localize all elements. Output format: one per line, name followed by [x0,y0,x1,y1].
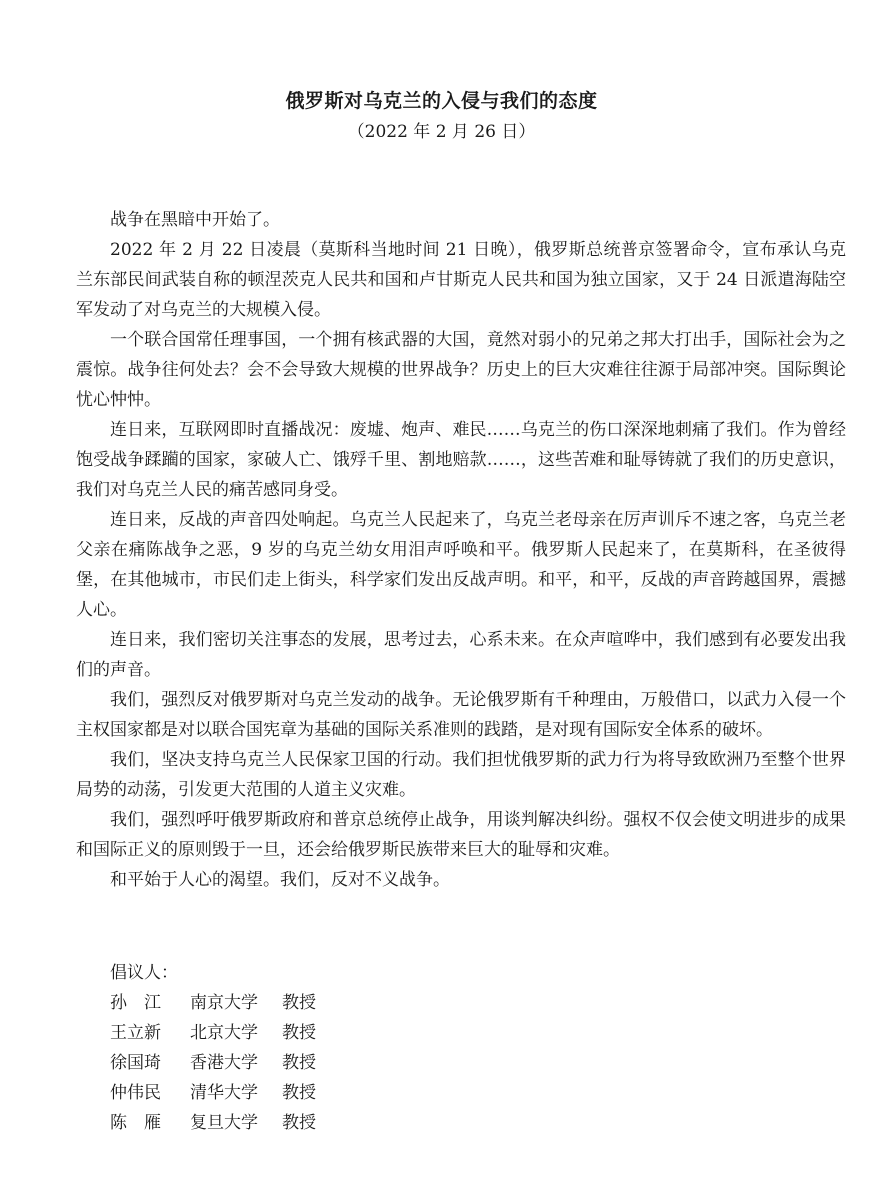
paragraph: 2022 年 2 月 22 日凌晨（莫斯科当地时间 21 日晚），俄罗斯总统普京签署命令，宣布承认乌克兰东部民间武装自称的顿涅茨克人民共和国和卢甘斯克人民共和国为独立国家，又于 24 日派遣海陆空军发动了对乌克兰的大规模入侵。 [76,240,846,320]
paragraph: 和平始于人心的渴望。我们，反对不义战争。 [110,870,450,890]
paragraph: 战争在黑暗中开始了。 [110,210,280,230]
signer-row [110,988,316,1018]
paragraph: 我们，强烈呼吁俄罗斯政府和普京总统停止战争，用谈判解决纠纷。强权不仅会使文明进步的成果和国际正义的原则毁于一旦，还会给俄罗斯民族带来巨大的耻辱和灾难。 [76,810,846,860]
signer-row [110,1108,316,1138]
signer-name: 仲伟民 [110,1083,161,1103]
signer-title: 教授 [282,993,316,1013]
document-body [76,205,846,895]
paragraph: 我们，强烈反对俄罗斯对乌克兰发动的战争。无论俄罗斯有千种理由，万般借口，以武力入侵一个主权国家都是对以联合国宪章为基础的国际关系准则的践踏，是对现有国际安全体系的破坏。 [76,690,846,740]
signer-name: 王立新 [110,1023,161,1043]
signer-university: 南京大学 [190,993,258,1013]
paragraph: 一个联合国常任理事国，一个拥有核武器的大国，竟然对弱小的兄弟之邦大打出手，国际社会为之震惊。战争往何处去？会不会导致大规模的世界战争？历史上的巨大灾难往往源于局部冲突。国际舆论忧心忡忡。 [76,330,846,410]
signers-label: 倡议人： [110,963,178,983]
signer-name: 孙 江 [110,993,161,1013]
signer-university: 香港大学 [190,1053,258,1073]
signer-name: 陈 雁 [110,1113,161,1133]
signer-title: 教授 [282,1053,316,1073]
signer-title: 教授 [282,1113,316,1133]
signer-row [110,1078,316,1108]
signers-list [110,958,316,1138]
paragraph: 连日来，反战的声音四处响起。乌克兰人民起来了，乌克兰老母亲在厉声训斥不速之客，乌克兰老父亲在痛陈战争之恶，9 岁的乌克兰幼女用泪声呼唤和平。俄罗斯人民起来了，在莫斯科，在圣彼得堡，在其他城市，市民们走上街头，科学家们发出反战声明。和平，和平，反战的声音跨越国界，震撼人心。 [76,510,846,620]
paragraph: 连日来，互联网即时直播战况：废墟、炮声、难民……乌克兰的伤口深深地刺痛了我们。作为曾经饱受战争蹂躏的国家，家破人亡、饿殍千里、割地赔款……，这些苦难和耻辱铸就了我们的历史意识，我们对乌克兰人民的痛苦感同身受。 [76,420,846,500]
document-date: （2022 年 2 月 26 日） [347,122,536,142]
signer-row [110,1048,316,1078]
signer-name: 徐国琦 [110,1053,161,1073]
signer-university: 清华大学 [190,1083,258,1103]
document-title: 俄罗斯对乌克兰的入侵与我们的态度 [285,90,598,112]
paragraph: 我们，坚决支持乌克兰人民保家卫国的行动。我们担忧俄罗斯的武力行为将导致欧洲乃至整个世界局势的动荡，引发更大范围的人道主义灾难。 [76,750,846,800]
signer-university: 北京大学 [190,1023,258,1043]
signer-row [110,1018,316,1048]
signer-title: 教授 [282,1083,316,1103]
signer-title: 教授 [282,1023,316,1043]
signer-university: 复旦大学 [190,1113,258,1133]
paragraph: 连日来，我们密切关注事态的发展，思考过去，心系未来。在众声喧哗中，我们感到有必要发出我们的声音。 [76,630,846,680]
